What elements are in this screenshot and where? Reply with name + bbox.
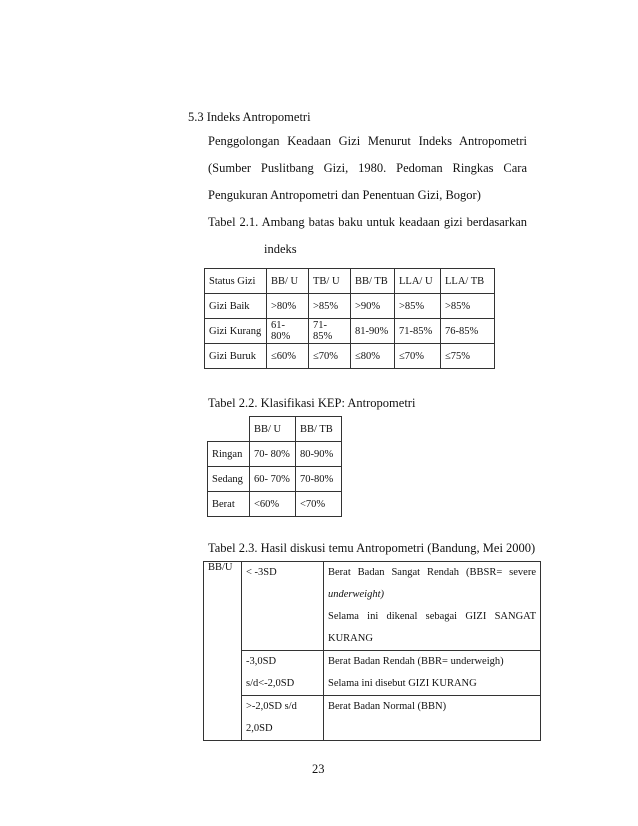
desc-line: Berat Badan Normal (BBN) xyxy=(328,701,447,712)
table-cell: 70-80% xyxy=(296,467,342,492)
table1-caption-line1: Tabel 2.1. Ambang batas baku untuk keadaan gizi berdasarkan xyxy=(208,215,527,229)
table-cell xyxy=(242,651,324,696)
table3 xyxy=(203,561,541,741)
range-text: < -3SD xyxy=(246,567,277,578)
table-cell: Gizi Kurang xyxy=(205,319,267,344)
table-cell: Ringan xyxy=(208,442,250,467)
desc-line xyxy=(328,562,536,584)
table-cell: 80-90% xyxy=(296,442,342,467)
table2 xyxy=(207,416,342,517)
table-row xyxy=(208,467,342,492)
table2-caption: Tabel 2.2. Klasifikasi KEP: Antropometri xyxy=(208,396,416,410)
table-header-cell: Status Gizi xyxy=(205,269,267,294)
table-header-cell: BB/ TB xyxy=(351,269,395,294)
intro-paragraph xyxy=(208,128,527,209)
table-cell: Berat xyxy=(208,492,250,517)
table-header-cell: BB/ U xyxy=(267,269,309,294)
table-cell: >90% xyxy=(351,294,395,319)
paragraph-line: (Sumber Puslitbang Gizi, 1980. Pedoman Ringkas Cara xyxy=(208,161,527,175)
table-cell: 60- 70% xyxy=(250,467,296,492)
table-row xyxy=(205,294,495,319)
paragraph-line: Penggolongan Keadaan Gizi Menurut Indeks Antropometri xyxy=(208,134,527,148)
table-cell: 71-85% xyxy=(309,319,351,344)
table-cell xyxy=(324,562,541,651)
table-cell xyxy=(242,696,324,741)
table-cell: Sedang xyxy=(208,467,250,492)
table-row xyxy=(205,319,495,344)
table-row xyxy=(204,696,541,741)
table-header-cell xyxy=(208,417,250,442)
table-cell: 71-85% xyxy=(395,319,441,344)
desc-line-text: Berat Badan Sangat Rendah (BBSR= severe xyxy=(328,567,536,578)
table-cell: ≤60% xyxy=(267,344,309,369)
table-cell: <70% xyxy=(296,492,342,517)
table-cell: ≤80% xyxy=(351,344,395,369)
table-cell: ≤70% xyxy=(395,344,441,369)
table-row xyxy=(204,562,541,651)
table1-caption xyxy=(208,209,527,263)
paragraph-line: Pengukuran Antropometri dan Penentuan Gizi, Bogor) xyxy=(208,188,481,202)
table-header-cell: LLA/ U xyxy=(395,269,441,294)
page-number: 23 xyxy=(312,762,325,776)
table-row xyxy=(205,344,495,369)
table-header-cell: BB/ TB xyxy=(296,417,342,442)
table-cell: ≤75% xyxy=(441,344,495,369)
table1-caption-line2: indeks xyxy=(264,242,297,256)
table-header-row xyxy=(205,269,495,294)
table-header-row xyxy=(208,417,342,442)
table-cell: >85% xyxy=(309,294,351,319)
table-cell: Gizi Buruk xyxy=(205,344,267,369)
table-cell: Gizi Baik xyxy=(205,294,267,319)
table-row xyxy=(208,442,342,467)
section-heading: 5.3 Indeks Antropometri xyxy=(188,110,311,124)
table-cell: 61-80% xyxy=(267,319,309,344)
table-cell xyxy=(324,651,541,696)
table-header-cell: BB/ U xyxy=(250,417,296,442)
range-text: -3,0SD s/d<-2,0SD xyxy=(246,656,295,689)
table-cell: <60% xyxy=(250,492,296,517)
table-cell: 76-85% xyxy=(441,319,495,344)
table-row xyxy=(208,492,342,517)
table-cell: >85% xyxy=(441,294,495,319)
desc-line: underweight) xyxy=(328,589,384,600)
table-header-cell: TB/ U xyxy=(309,269,351,294)
table-cell: 70- 80% xyxy=(250,442,296,467)
table-cell: BB/U xyxy=(204,562,242,741)
table-cell xyxy=(324,696,541,741)
desc-line: Selama ini dikenal sebagai GIZI SANGAT xyxy=(328,611,536,622)
table-row xyxy=(204,651,541,696)
table-header-cell: LLA/ TB xyxy=(441,269,495,294)
table-cell: >85% xyxy=(395,294,441,319)
table-cell xyxy=(242,562,324,651)
desc-line: Selama ini disebut GIZI KURANG xyxy=(328,678,477,689)
table-cell: >80% xyxy=(267,294,309,319)
table-cell: ≤70% xyxy=(309,344,351,369)
desc-line: KURANG xyxy=(328,633,373,644)
table1 xyxy=(204,268,495,369)
table-cell: 81-90% xyxy=(351,319,395,344)
table3-caption: Tabel 2.3. Hasil diskusi temu Antropometri (Bandung, Mei 2000) xyxy=(208,541,536,555)
range-text: >-2,0SD s/d 2,0SD xyxy=(246,701,297,734)
desc-line: Berat Badan Rendah (BBR= underweigh) xyxy=(328,656,504,667)
